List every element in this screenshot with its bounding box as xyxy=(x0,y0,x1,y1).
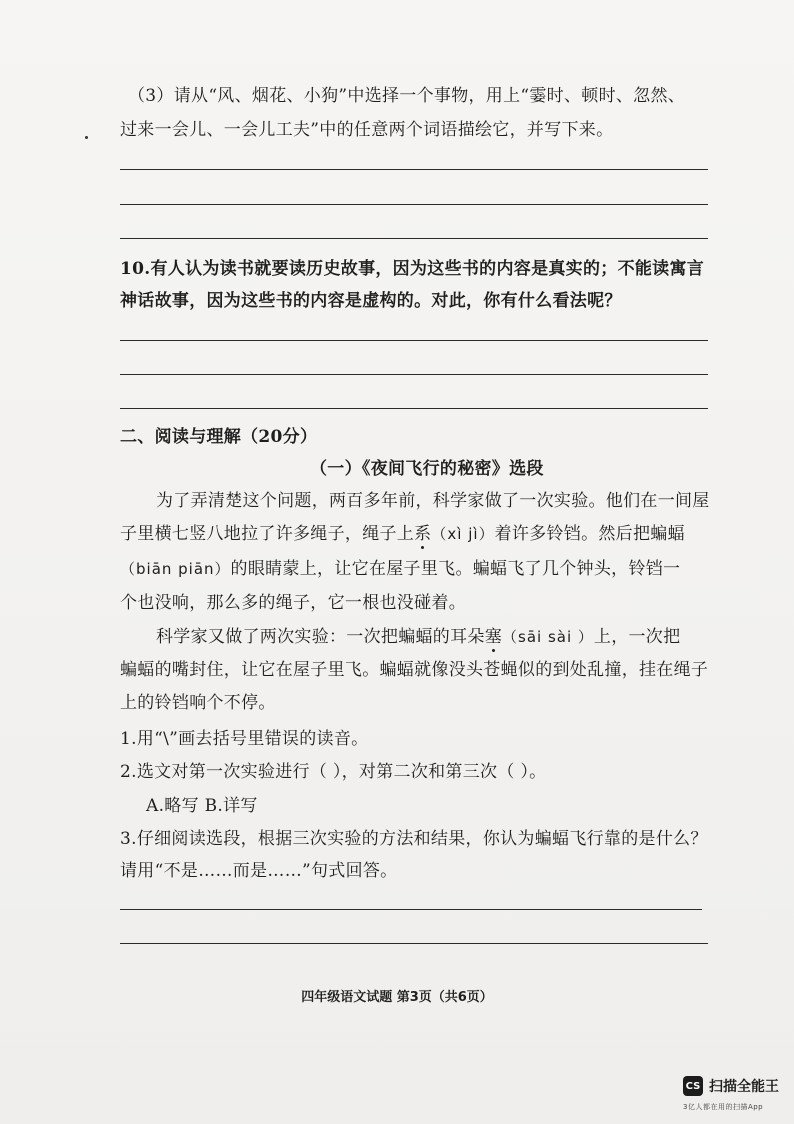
scanner-tagline: 3亿人都在用的扫描App xyxy=(683,1103,764,1111)
pinyin-choice: （biān piān） xyxy=(120,560,231,578)
sub-question-3-line1: 3.仔细阅读选段，根据三次实验的方法和结果，你认为蝙蝠飞行靠的是什么？ xyxy=(120,829,708,849)
answer-line xyxy=(120,169,708,170)
passage-text: 着许多铃铛。然后把蝙蝠 xyxy=(494,524,685,544)
pinyin-choice: （xì jì） xyxy=(431,525,495,543)
scanner-watermark xyxy=(683,1076,779,1096)
sub-question-2: 2.选文对第一次实验进行（ ），对第二次和第三次（ ）。 xyxy=(120,762,547,782)
answer-line xyxy=(120,408,708,409)
passage-text: 科学家又做了两次实验：一次把蝙蝠的耳朵 xyxy=(156,627,485,647)
page-footer: 四年级语文试题 第3页（共6页） xyxy=(301,990,493,1005)
answer-line xyxy=(120,340,708,341)
passage-p2-line2: 蝙蝠的嘴封住，让它在屋子里飞。蝙蝠就像没头苍蝇似的到处乱撞，挂在绳子 xyxy=(120,660,709,680)
passage-p1-line3 xyxy=(120,558,680,580)
passage-text: 子里横七竖八地拉了许多绳子，绳子上 xyxy=(120,524,415,544)
sub-question-2-options: A.略写 B.详写 xyxy=(146,796,258,816)
emphasis-char: 塞 xyxy=(484,627,503,647)
scanner-logo-icon: CS xyxy=(683,1076,703,1096)
answer-line xyxy=(120,943,708,944)
passage-p1-line1: 为了弄清楚这个问题，两百多年前，科学家做了一次实验。他们在一间屋 xyxy=(156,491,710,511)
sub-question-3-line2: 请用“不是……而是……”句式回答。 xyxy=(120,861,398,881)
passage-p1-line2 xyxy=(120,523,685,545)
emphasis-char: 系 xyxy=(414,524,432,544)
answer-line xyxy=(120,374,708,375)
answer-line xyxy=(120,204,708,205)
passage-p2-line1 xyxy=(156,626,680,648)
sub-question-1: 1.用“\”画去括号里错误的读音。 xyxy=(120,729,369,749)
passage-title: （一）《夜间飞行的秘密》选段 xyxy=(310,459,544,479)
section-heading: 二、阅读与理解（20分） xyxy=(120,427,318,447)
passage-text: 上，一次把 xyxy=(593,627,681,647)
q9-3-line1: （3）请从“风、烟花、小狗”中选择一个事物，用上“霎时、顿时、忽然、 xyxy=(128,86,686,106)
scan-speck xyxy=(85,136,88,139)
passage-p1-line4: 个也没响，那么多的绳子，它一根也没碰着。 xyxy=(120,593,466,613)
passage-text: 的眼睛蒙上，让它在屋子里飞。蝙蝠飞了几个钟头，铃铛一 xyxy=(230,559,681,579)
answer-line xyxy=(120,909,702,910)
passage-p2-line3: 上的铃铛响个不停。 xyxy=(120,693,276,713)
scanner-app-name: 扫描全能王 xyxy=(709,1079,779,1095)
q10-line2: 神话故事，因为这些书的内容是虚构的。对此，你有什么看法呢？ xyxy=(120,291,622,311)
q10-line1: 10.有人认为读书就要读历史故事，因为这些书的内容是真实的；不能读寓言 xyxy=(120,259,705,279)
pinyin-choice: （sāi sài ） xyxy=(502,628,594,646)
q9-3-line2: 过来一会儿、一会儿工夫”中的任意两个词语描绘它，并写下来。 xyxy=(120,120,614,140)
answer-line xyxy=(120,238,708,239)
